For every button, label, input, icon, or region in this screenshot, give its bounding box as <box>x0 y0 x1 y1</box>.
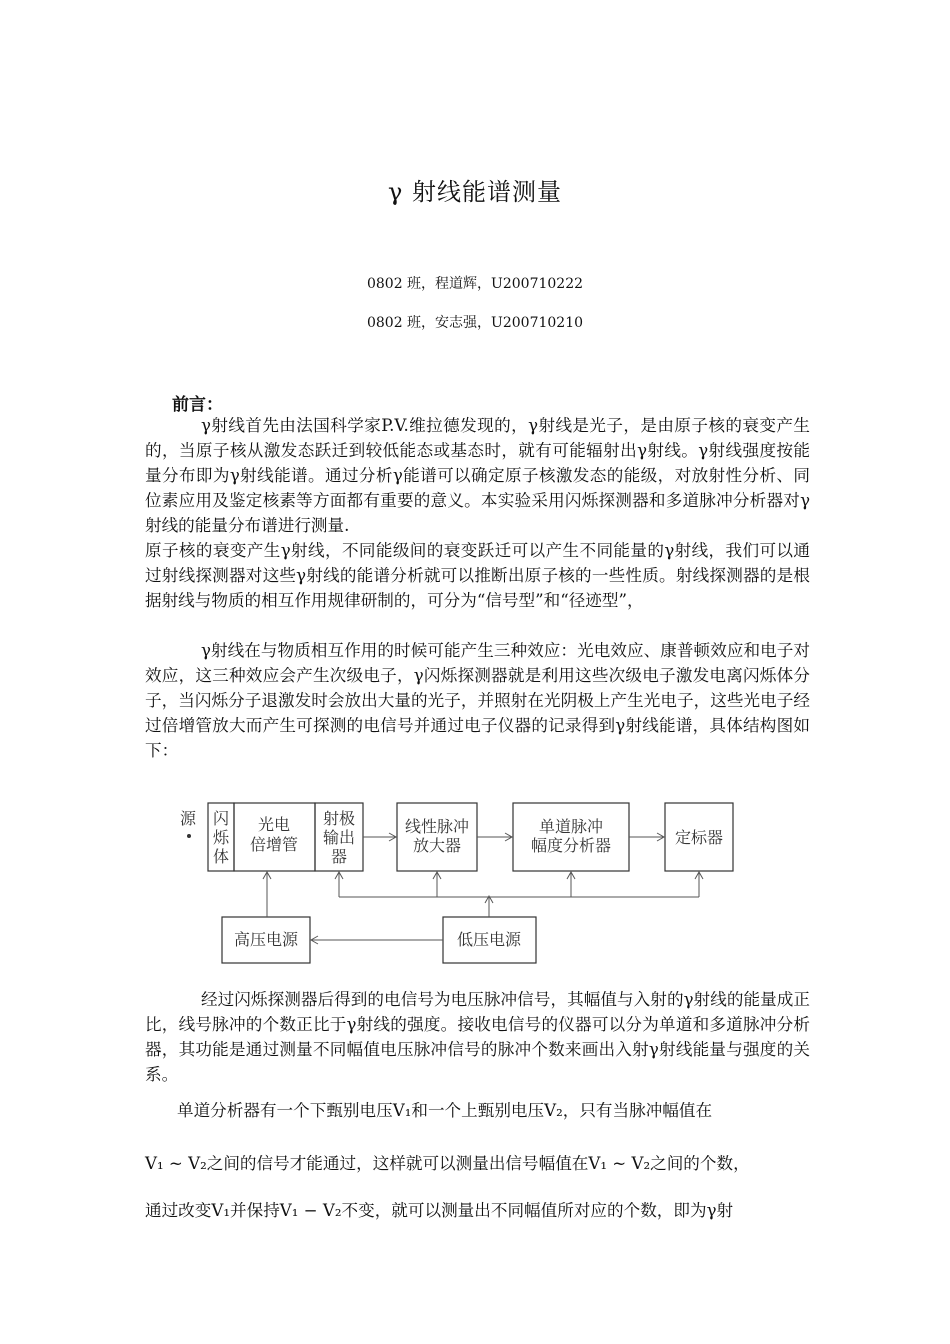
pmt-label-2: 倍增管 <box>249 835 299 854</box>
source-dot <box>187 834 191 838</box>
structure-diagram <box>170 790 750 975</box>
author-line-1: 0802 班，程道辉，U200710222 <box>366 276 584 292</box>
diagram-source-label: 源 <box>180 809 197 828</box>
line-vary-v1: 通过改变V₁并保持V₁ − V₂不变，就可以测量出不同幅值所对应的个数，即为γ射 <box>145 1201 734 1220</box>
pmt-label-1: 光电 <box>257 815 291 834</box>
scaler-label: 定标器 <box>674 828 724 847</box>
single-channel-label-2: 幅度分析器 <box>530 836 612 855</box>
line-single-channel: 单道分析器有一个下甄别电压V₁和一个上甄别电压V₂，只有当脉冲幅值在 <box>177 1101 713 1120</box>
paper-title: γ 射线能谱测量 <box>388 178 562 206</box>
paragraph-signal: 经过闪烁探测器后得到的电信号为电压脉冲信号，其幅值与入射的γ射线的能量成正比，线号脉冲的个数正比于γ射线的强度。接收电信号的仪器可以分为单道和多道脉冲分析器，其功能是通过测量不同幅值电压脉冲信号的脉冲个数来画出入射γ射线能量与强度的关系。 <box>145 990 810 1084</box>
amplifier-label-2: 放大器 <box>412 836 462 855</box>
scintillator-label-1: 闪 <box>213 809 230 828</box>
emitter-label-3: 器 <box>330 847 348 866</box>
preface-heading: 前言： <box>172 395 223 415</box>
single-channel-label-1: 单道脉冲 <box>538 817 604 836</box>
emitter-label-2: 输出 <box>322 828 356 847</box>
low-voltage-label: 低压电源 <box>456 930 522 949</box>
high-voltage-label: 高压电源 <box>233 930 299 949</box>
amplifier-label-1: 线性脉冲 <box>404 817 470 836</box>
paragraph-effects: γ射线在与物质相互作用的时候可能产生三种效应：光电效应、康普顿效应和电子对效应，这三种效应会产生次级电子，γ闪烁探测器就是利用这些次级电子激发电离闪烁体分子，当闪烁分子退激发时会放出大量的光子，并照射在光阴极上产生光电子，这些光电子经过倍增管放大而产生可探测的电信号并通过电子仪器的记录得到γ射线能谱，具体结构图如下： <box>145 641 810 760</box>
author-line-2: 0802 班，安志强，U200710210 <box>366 315 584 331</box>
line-window: V₁ ~ V₂之间的信号才能通过，这样就可以测量出信号幅值在V₁ ~ V₂之间的个数， <box>145 1154 750 1173</box>
emitter-label-1: 射极 <box>322 809 356 828</box>
scintillator-label-3: 体 <box>213 847 230 866</box>
paragraph-intro: γ射线首先由法国科学家P.V.维拉德发现的，γ射线是光子，是由原子核的衰变产生的，当原子核从激发态跃迁到较低能态或基态时，就有可能辐射出γ射线。γ射线强度按能量分布即为γ射线能谱。通过分析γ能谱可以确定原子核激发态的能级，对放射性分析、同位素应用及鉴定核素等方面都有重要的意义。本实验采用闪烁探测器和多道脉冲分析器对γ射线的能量分布谱进行测量. <box>145 416 810 535</box>
scintillator-label-2: 烁 <box>213 828 230 847</box>
paragraph-decay: 原子核的衰变产生γ射线，不同能级间的衰变跃迁可以产生不同能量的γ射线，我们可以通过射线探测器对这些γ射线的能谱分析就可以推断出原子核的一些性质。射线探测器的是根据射线与物质的相互作用规律研制的，可分为“信号型”和“径迹型”， <box>145 541 810 610</box>
